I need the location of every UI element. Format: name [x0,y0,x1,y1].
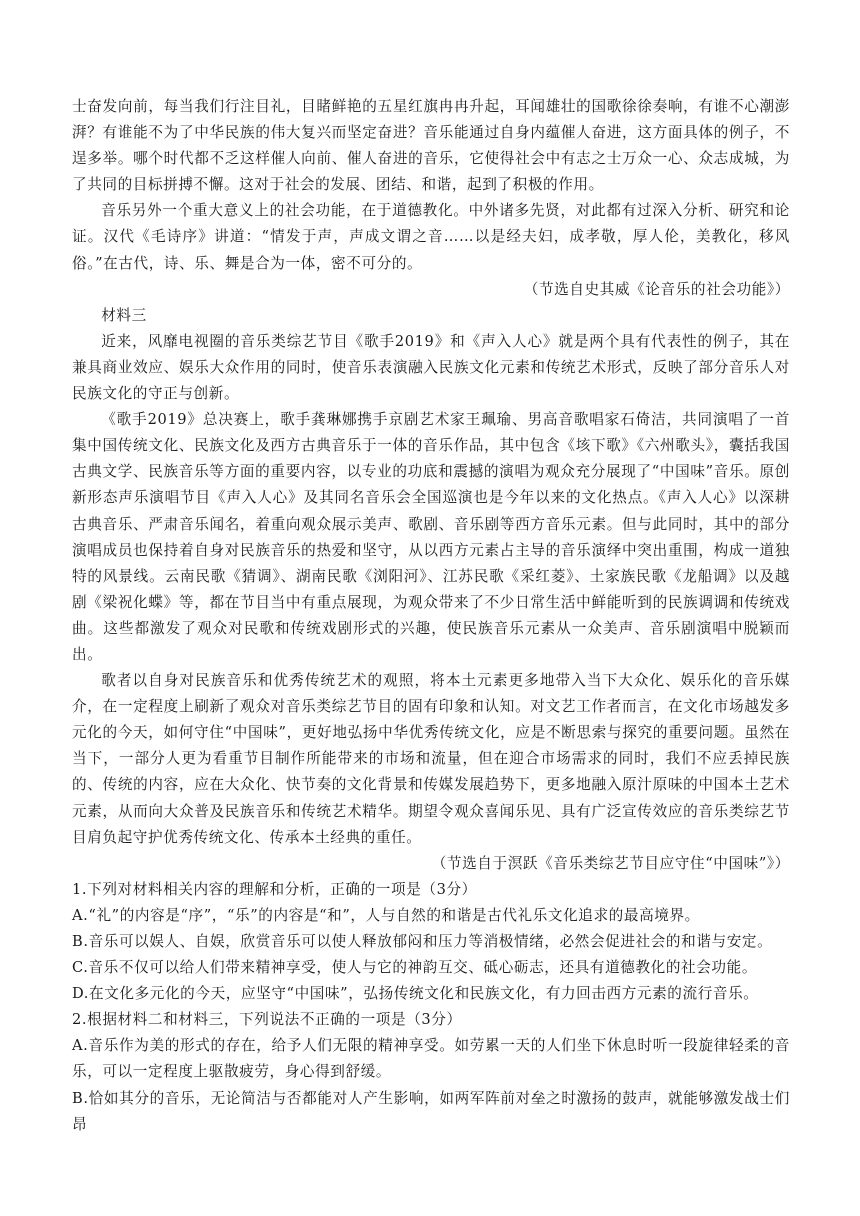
material2-paragraph-1: 士奋发向前，每当我们行注目礼，目睹鲜艳的五星红旗冉冉升起，耳闻雄壮的国歌徐徐奏响，有谁不心潮澎湃？有谁能不为了中华民族的伟大复兴而坚定奋进？音乐能通过自身内蕴催人奋进，这方面具体的例子，不逞多举。哪个时代都不乏这样催人向前、催人奋进的音乐，它使得社会中有志之士万众一心、众志成城，为了共同的目标拼搏不懈。这对于社会的发展、团结、和谐，起到了积极的作用。 [72,98,790,194]
exam-page [72,94,790,1138]
material2-source: （节选自史其威《论音乐的社会功能》） [523,280,790,298]
question-2-option-a: A.音乐作为美的形式的存在，给予人们无限的精神享受。如劳累一天的人们坐下休息时听一段旋律轻柔的音乐，可以一定程度上驱散疲劳，身心得到舒缓。 [72,1037,790,1081]
question-1-option-d: D.在文化多元化的今天，应坚守“中国味”，弘扬传统文化和民族文化，有力回击西方元素的流行音乐。 [72,985,759,1003]
material3-paragraph-3: 歌者以自身对民族音乐和优秀传统艺术的观照，将本土元素更多地带入当下大众化、娱乐化的音乐媒介，在一定程度上刷新了观众对音乐类综艺节目的固有印象和认知。对文艺工作者而言，在文化市场越发多元化的今天，如何守住“中国味”，更好地弘扬中华优秀传统文化，应是不断思索与探究的重要问题。虽然在当下，一部分人更为看重节目制作所能带来的市场和流量，但在迎合市场需求的同时，我们不应丢掉民族的、传统的内容，应在大众化、快节奏的文化背景和传媒发展趋势下，更多地融入原汁原味的中国本土艺术元素，从而向大众普及民族音乐和传统艺术精华。期望令观众喜闻乐见、具有广泛宣传效应的音乐类综艺节目肩负起守护优秀传统文化、传承本土经典的重任。 [72,672,790,846]
material3-paragraph-1: 近来，风靡电视圈的音乐类综艺节目《歌手2019》和《声入人心》就是两个具有代表性的例子，其在兼具商业效应、娱乐大众作用的同时，使音乐表演融入民族文化元素和传统艺术形式，反映了部分音乐人对民族文化的守正与创新。 [72,332,790,403]
question-1-option-a: A.“礼”的内容是“序”，“乐”的内容是“和”，人与自然的和谐是古代礼乐文化追求的最高境界。 [72,906,700,924]
question-1-option-c: C.音乐不仅可以给人们带来精神享受，使人与它的神韵互交、砥心砺志，还具有道德教化的社会功能。 [72,959,758,977]
question-1-stem: 1.下列对材料相关内容的理解和分析，正确的一项是（3分） [72,880,477,898]
material3-source: （节选自于溟跃《音乐类综艺节目应守住“中国味”》） [431,854,790,872]
question-1-option-b: B.音乐可以娱人、自娱，欣赏音乐可以使人释放郁闷和压力等消极情绪，必然会促进社会的和谐与安定。 [72,933,773,950]
question-2-stem: 2.根据材料二和材料三，下列说法不正确的一项是（3分） [72,1011,462,1029]
material3-paragraph-2: 《歌手2019》总决赛上，歌手龚琳娜携手京剧艺术家王珮瑜、男高音歌唱家石倚洁，共同演唱了一首集中国传统文化、民族文化及西方古典音乐于一体的音乐作品，其中包含《垓下歌》《六州歌头》，囊括我国古典文学、民族音乐等方面的重要内容，以专业的功底和震撼的演唱为观众充分展现了“中国味”音乐。原创新形态声乐演唱节目《声入人心》及其同名音乐会全国巡演也是今年以来的文化热点。《声入人心》以深耕古典音乐、严肃音乐闻名，着重向观众展示美声、歌剧、音乐剧等西方音乐元素。但与此同时，其中的部分演唱成员也保持着自身对民族音乐的热爱和坚守，从以西方元素占主导的音乐演绎中突出重围，构成一道独特的风景线。云南民歌《猜调》、湖南民歌《浏阳河》、江苏民歌《采红菱》、土家族民歌《龙船调》以及越剧《梁祝化蝶》等，都在节目当中有重点展现，为观众带来了不少日常生活中鲜能听到的民族调调和传统戏曲。这些都激发了观众对民歌和传统戏剧形式的兴趣，使民族音乐元素从一众美声、音乐剧演唱中脱颖而出。 [72,411,790,663]
material2-paragraph-2: 音乐另外一个重大意义上的社会功能，在于道德教化。中外诸多先贤，对此都有过深入分析、研究和论证。汉代《毛诗序》讲道：“情发于声，声成文谓之音……以是经夫妇，成孝敬，厚人伦，美教化，移风俗。”在古代，诗、乐、舞是合为一体，密不可分的。 [72,202,790,272]
material3-heading: 材料三 [101,306,147,324]
question-2-option-b: B.恰如其分的音乐，无论简洁与否都能对人产生影响，如两军阵前对垒之时激扬的鼓声，就能够激发战士们昂 [72,1089,790,1133]
